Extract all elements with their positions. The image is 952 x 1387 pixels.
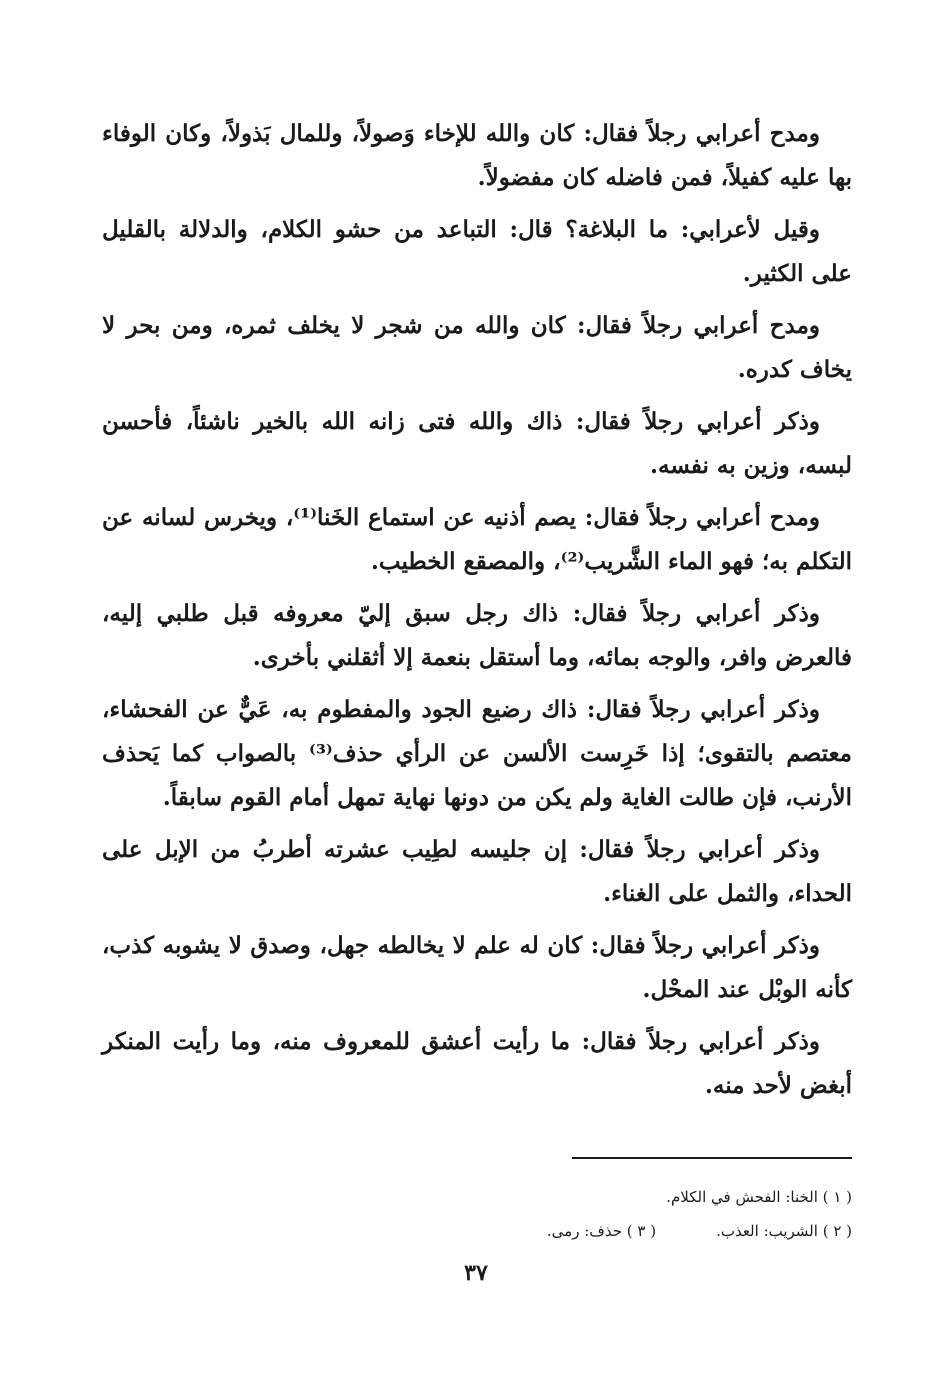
footnote-divider: [572, 1157, 852, 1159]
paragraph-1: ومدح أعرابي رجلاً فقال: كان والله للإخاء وَصولاً، وللمال بَذولاً، وكان الوفاء بها عليه كفيلاً، فمن فاضله كان مفضولاً.: [102, 120, 852, 191]
paragraph-9: وذكر أعرابي رجلاً فقال: كان له علم لا يخالطه جهل، وصدق لا يشوبه كذب، كأنه الوبْل عند المحْل.: [102, 932, 852, 1003]
paragraph-3: ومدح أعرابي رجلاً فقال: كان والله من شجر لا يخلف ثمره، ومن بحر لا يخاف كدره.: [102, 312, 852, 383]
paragraph-8: وذكر أعرابي رجلاً فقال: إن جليسه لطِيب عشرته أطربُ من الإبل على الحداء، والثمل على الغناء.: [102, 836, 852, 907]
footnote-1: ( ١ ) الخنا: الفحش في الكلام.: [666, 1188, 852, 1206]
main-text: [102, 112, 852, 1116]
page-number: ٣٧: [464, 1260, 488, 1286]
footnote-row-1: [420, 1180, 852, 1214]
footnote-3: ( ٣ ) حذف: رمى.: [546, 1222, 657, 1240]
paragraph-6: وذكر أعرابي رجلاً فقال: ذاك رجل سبق إليّ معروفه قبل طلبي إليه، فالعرض وافر، والوجه بمائه، وما أستقل بنعمة إلا أثقلني بأخرى.: [102, 600, 852, 671]
paragraph-5: ومدح أعرابي رجلاً فقال: يصم أذنيه عن استماع الخَنا⁽¹⁾، ويخرس لسانه عن التكلم به؛ فهو الماء الشَّريب⁽²⁾، والمصقع الخطيب.: [102, 504, 852, 575]
paragraph-2: وقيل لأعرابي: ما البلاغة؟ قال: التباعد من حشو الكلام، والدلالة بالقليل على الكثير.: [102, 216, 852, 287]
footnote-row-2: [420, 1214, 852, 1248]
paragraph-4: وذكر أعرابي رجلاً فقال: ذاك والله فتى زانه الله بالخير ناشئاً، فأحسن لبسه، وزين به نفسه.: [102, 408, 852, 479]
paragraph-10: وذكر أعرابي رجلاً فقال: ما رأيت أعشق للمعروف منه، وما رأيت المنكر أبغض لأحد منه.: [102, 1028, 852, 1099]
paragraph-7: وذكر أعرابي رجلاً فقال: ذاك رضيع الجود والمفطوم به، عَيٌّ عن الفحشاء، معتصم بالتقوى؛ إذا خَرِست الألسن عن الرأي حذف⁽³⁾ بالصواب كما يَحذف الأرنب، فإن طالت الغاية ولم يكن من دونها نهاية تمهل أمام القوم سابقاً.: [102, 696, 853, 811]
footnotes: [420, 1180, 852, 1248]
footnote-2: ( ٢ ) الشريب: العذب.: [716, 1222, 852, 1240]
